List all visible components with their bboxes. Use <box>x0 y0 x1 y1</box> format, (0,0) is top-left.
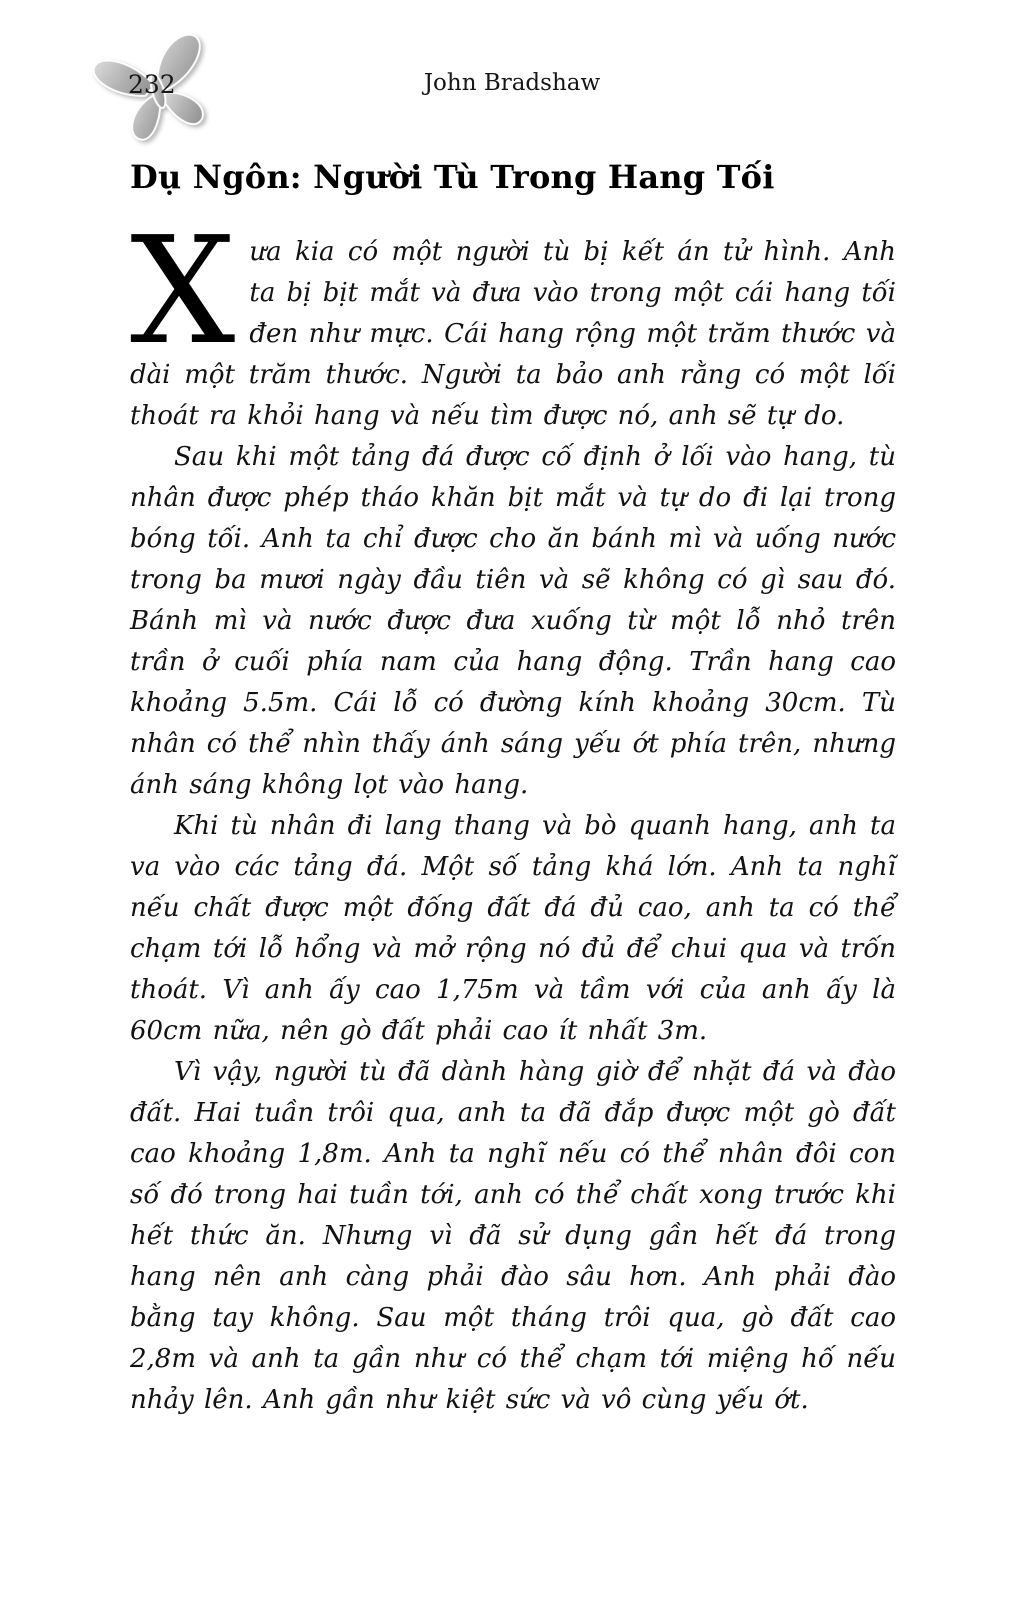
page-number: 232 <box>128 70 176 99</box>
running-head: John Bradshaw <box>423 70 601 96</box>
paragraph-3: Khi tù nhân đi lang thang và bò quanh hang, anh ta va vào các tảng đá. Một số tảng khá lớn. Anh ta nghĩ nếu chất được một đống đất đá đủ cao, anh ta có thể chạm tới lỗ hổng và mở rộng nó đủ để chui qua và trốn thoát. Vì anh ấy cao 1,75m và tầm với của anh ấy là 60cm nữa, nên gò đất phải cao ít nhất 3m. <box>130 811 896 1046</box>
section-title: Dụ Ngôn: Người Tù Trong Hang Tối <box>130 158 775 196</box>
paragraph-1-text: ưa kia có một người tù bị kết án tử hình. Anh ta bị bịt mắt và đưa vào trong một cái hang tối đen như mực. Cái hang rộng một trăm thước và dài một trăm thước. Người ta bảo anh rằng có một lối thoát ra khỏi hang và nếu tìm được nó, anh sẽ tự do. <box>130 237 896 431</box>
page-content <box>130 158 896 1421</box>
paragraph-2: Sau khi một tảng đá được cố định ở lối vào hang, tù nhân được phép tháo khăn bịt mắt và tự do đi lại trong bóng tối. Anh ta chỉ được cho ăn bánh mì và uống nước trong ba mươi ngày đầu tiên và sẽ không có gì sau đó. Bánh mì và nước được đưa xuống từ một lỗ nhỏ trên trần ở cuối phía nam của hang động. Trần hang cao khoảng 5.5m. Cái lỗ có đường kính khoảng 30cm. Tù nhân có thể nhìn thấy ánh sáng yếu ớt phía trên, nhưng ánh sáng không lọt vào hang. <box>130 442 896 800</box>
dropcap-letter: X <box>130 205 236 377</box>
paragraph-1 <box>130 205 896 437</box>
paragraph-4: Vì vậy, người tù đã dành hàng giờ để nhặt đá và đào đất. Hai tuần trôi qua, anh ta đã đắp được một gò đất cao khoảng 1,8m. Anh ta nghĩ nếu có thể nhân đôi con số đó trong hai tuần tới, anh có thể chất xong trước khi hết thức ăn. Nhưng vì đã sử dụng gần hết đá trong hang nên anh càng phải đào sâu hơn. Anh phải đào bằng tay không. Sau một tháng trôi qua, gò đất cao 2,8m và anh ta gần như có thể chạm tới miệng hố nếu nhảy lên. Anh gần như kiệt sức và vô cùng yếu ớt. <box>130 1057 896 1415</box>
